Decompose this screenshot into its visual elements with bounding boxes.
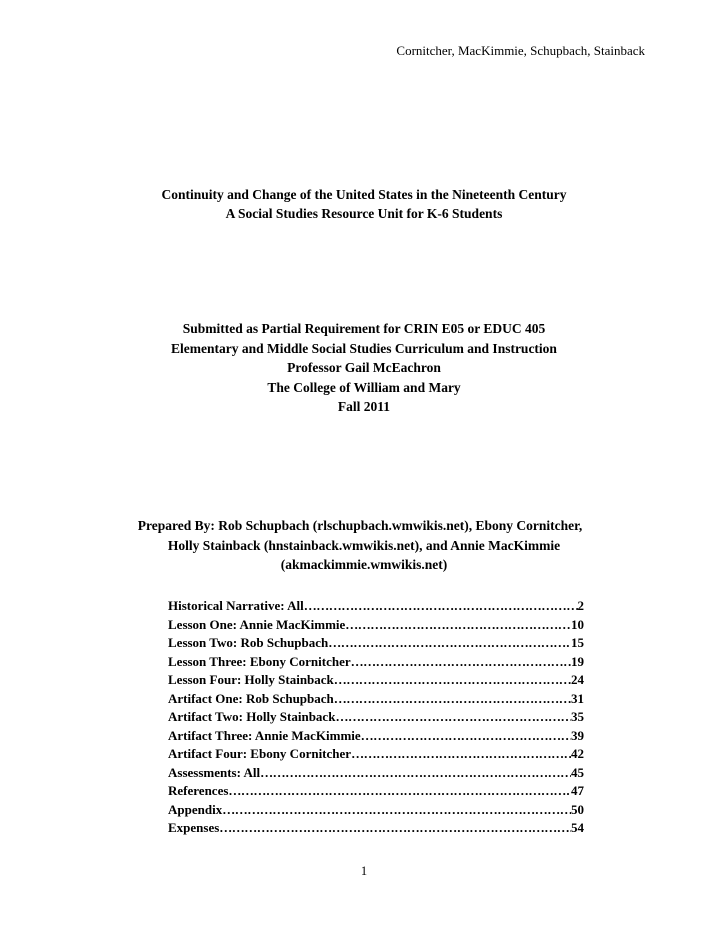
toc-entry bbox=[168, 616, 584, 635]
toc-entry-label: Lesson One: Annie MacKimmie bbox=[168, 616, 346, 632]
toc-entry bbox=[168, 727, 584, 746]
page-number: 1 bbox=[360, 864, 368, 878]
toc-entry bbox=[168, 671, 584, 690]
title-line-2: A Social Studies Resource Unit for K-6 Students bbox=[225, 206, 503, 221]
toc-entry bbox=[168, 634, 584, 653]
submission-professor: Professor Gail McEachron bbox=[287, 360, 441, 375]
toc-entry-label: Artifact Two: Holly Stainback bbox=[168, 709, 336, 724]
toc-entry-label: Lesson Three: Ebony Cornitcher bbox=[168, 653, 351, 669]
toc-entry bbox=[168, 653, 584, 672]
toc-entry bbox=[168, 745, 584, 764]
toc-entry-page: 10 bbox=[571, 616, 584, 632]
toc-leader bbox=[222, 801, 571, 820]
toc-entry-label: Artifact One: Rob Schupbach bbox=[168, 690, 334, 706]
title-line-1: Continuity and Change of the United States in the Nineteenth Century bbox=[161, 187, 567, 202]
toc-entry-page: 47 bbox=[571, 783, 584, 798]
submission-line-1: Submitted as Partial Requirement for CRIN E05 or EDUC 405 bbox=[182, 321, 546, 336]
toc-entry-label: Expenses bbox=[168, 820, 220, 835]
toc-entry-page: 39 bbox=[571, 727, 584, 743]
toc-leader bbox=[334, 671, 571, 690]
toc-leader bbox=[304, 597, 578, 616]
prepared-line-1: Prepared By: Rob Schupbach (rlschupbach.wmwikis.net), Ebony Cornitcher, bbox=[137, 518, 583, 533]
toc-entry-label: Artifact Three: Annie MacKimmie bbox=[168, 727, 361, 743]
submission-line-2: Elementary and Middle Social Studies Curriculum and Instruction bbox=[171, 340, 557, 356]
toc-leader bbox=[345, 616, 571, 635]
toc-entry-page: 54 bbox=[571, 820, 584, 835]
submission-term: Fall 2011 bbox=[337, 399, 391, 414]
submission-block bbox=[0, 319, 728, 417]
toc-leader bbox=[219, 819, 571, 838]
toc-leader bbox=[335, 708, 571, 727]
toc-entry-page: 35 bbox=[571, 709, 584, 724]
toc-entry-page: 50 bbox=[571, 801, 584, 817]
toc-entry bbox=[168, 819, 584, 838]
toc-entry-label: References bbox=[168, 783, 229, 798]
toc-entry bbox=[168, 782, 584, 801]
toc-leader bbox=[351, 653, 571, 672]
toc-leader bbox=[361, 727, 571, 746]
toc-entry-label: Historical Narrative: All bbox=[168, 598, 304, 613]
toc-entry-label: Lesson Four: Holly Stainback bbox=[168, 672, 334, 687]
toc-entry-page: 19 bbox=[571, 653, 584, 669]
prepared-by-block bbox=[0, 516, 728, 575]
toc-entry-page: 42 bbox=[571, 746, 584, 761]
toc-entry-page: 2 bbox=[577, 598, 584, 613]
toc-entry-page: 31 bbox=[571, 690, 584, 706]
toc-leader bbox=[260, 764, 571, 783]
toc-entry-page: 45 bbox=[571, 764, 584, 780]
toc-leader bbox=[334, 690, 571, 709]
toc-entry bbox=[168, 597, 584, 616]
prepared-line-3: (akmackimmie.wmwikis.net) bbox=[280, 557, 448, 572]
toc-entry-label: Lesson Two: Rob Schupbach bbox=[168, 635, 329, 650]
toc-entry bbox=[168, 708, 584, 727]
toc-leader bbox=[328, 634, 571, 653]
toc-entry-label: Appendix bbox=[168, 801, 223, 817]
running-head: Cornitcher, MacKimmie, Schupbach, Stainback bbox=[396, 43, 645, 58]
prepared-line-2: Holly Stainback (hnstainback.wmwikis.net), and Annie MacKimmie bbox=[167, 537, 561, 553]
toc-entry-label: Assessments: All bbox=[168, 764, 261, 780]
table-of-contents bbox=[168, 597, 584, 838]
toc-entry bbox=[168, 690, 584, 709]
toc-leader bbox=[228, 782, 571, 801]
submission-college: The College of William and Mary bbox=[267, 379, 461, 395]
toc-leader bbox=[351, 745, 571, 764]
toc-entry-page: 15 bbox=[571, 635, 584, 650]
toc-entry-page: 24 bbox=[571, 672, 584, 687]
toc-entry bbox=[168, 801, 584, 820]
toc-entry bbox=[168, 764, 584, 783]
document-title bbox=[0, 185, 728, 223]
toc-entry-label: Artifact Four: Ebony Cornitcher bbox=[168, 746, 352, 761]
